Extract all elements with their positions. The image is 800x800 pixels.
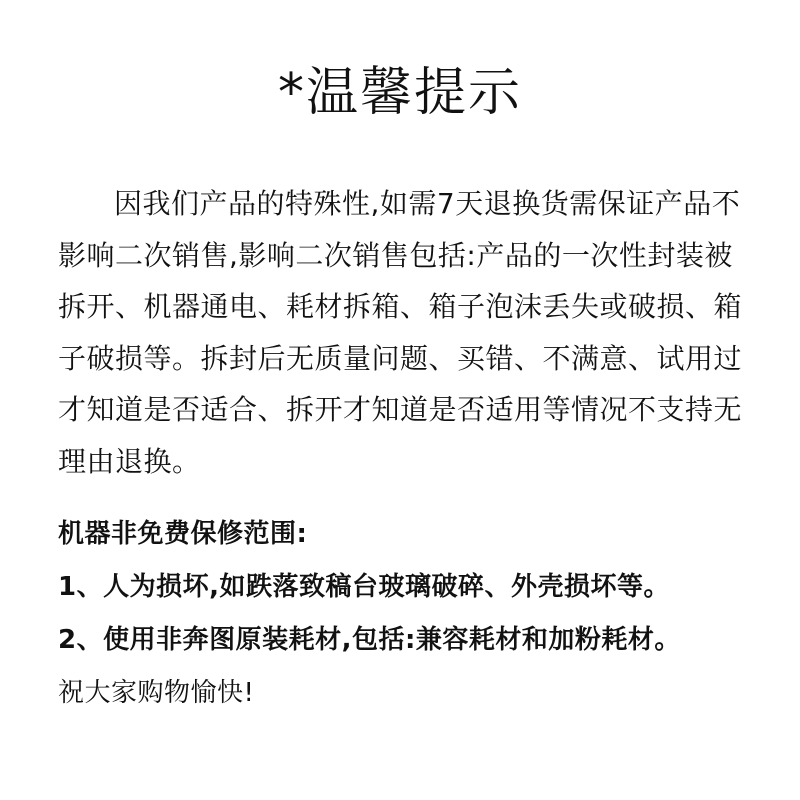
- closing-greeting: 祝大家购物愉快!: [58, 678, 255, 708]
- warranty-item-1: 1、人为损坏,如跌落致稿台玻璃破碎、外壳损坏等。: [58, 572, 670, 602]
- page-title: *温馨提示: [277, 63, 522, 123]
- warranty-heading: 机器非免费保修范围:: [58, 519, 308, 549]
- warranty-section: [58, 508, 758, 720]
- return-policy-paragraph: 因我们产品的特殊性,如需7天退换货需保证产品不影响二次销售,影响二次销售包括:产品的一次性封装被拆开、机器通电、耗材拆箱、箱子泡沫丢失或破损、箱子破损等。拆封后无质量问题、买错、不满意、试用过才知道是否适合、拆开才知道是否适用等情况不支持无理由退换。: [58, 187, 743, 478]
- warranty-item-2: 2、使用非奔图原装耗材,包括:兼容耗材和加粉耗材。: [58, 625, 681, 655]
